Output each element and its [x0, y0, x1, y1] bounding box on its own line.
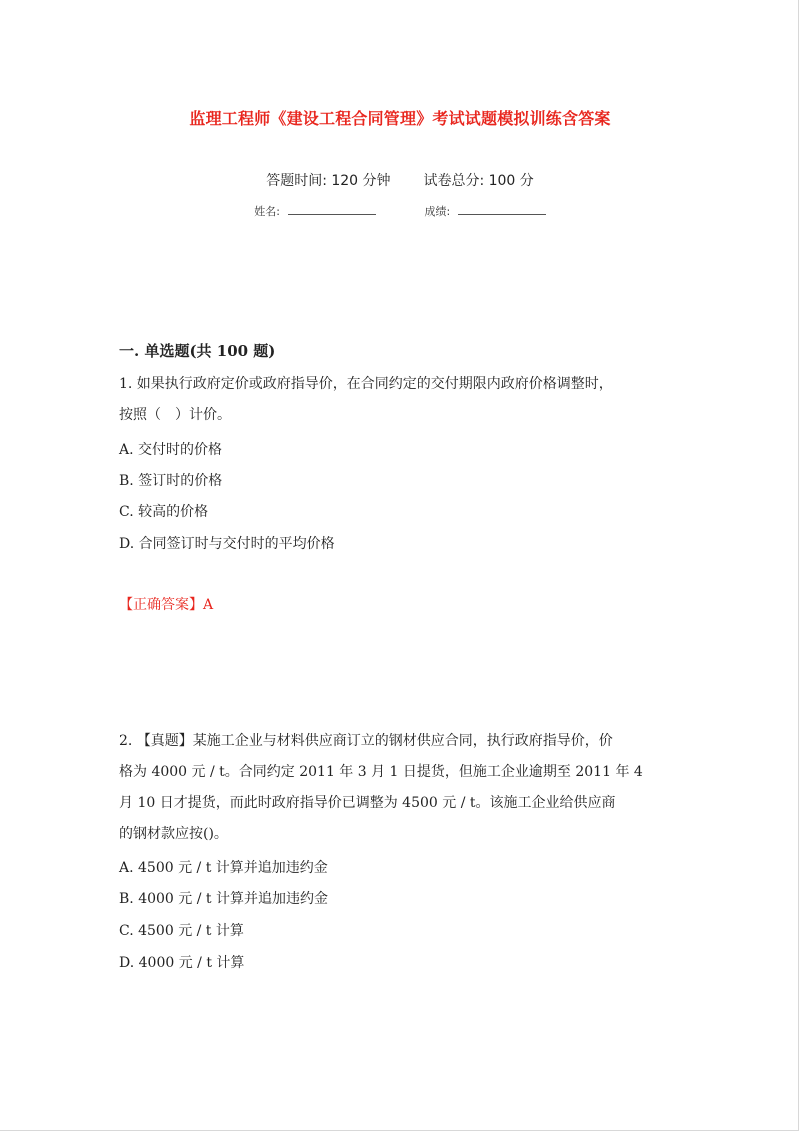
- exam-time: 答题时间: 120 分钟: [266, 173, 391, 189]
- name-label: 姓名:: [254, 205, 280, 218]
- name-blank[interactable]: [288, 204, 376, 215]
- question-1-text: [119, 369, 689, 431]
- question-1-answer: 【正确答案】A: [119, 597, 214, 613]
- exam-meta: [0, 170, 800, 190]
- question-line: 的钢材款应按()。: [119, 826, 228, 842]
- question-2-option-c: C. 4500 元 / t 计算: [119, 923, 244, 939]
- score-label: 成绩:: [424, 205, 451, 218]
- question-line: 格为 4000 元 / t。合同约定 2011 年 3 月 1 日提货，但施工企业逾期至 2011 年 4: [119, 764, 643, 780]
- question-2-text: [119, 726, 689, 850]
- question-1-option-d: D. 合同签订时与交付时的平均价格: [119, 536, 335, 552]
- question-line: 2. 【真题】某施工企业与材料供应商订立的钢材供应合同，执行政府指导价，价: [119, 733, 613, 749]
- question-line: 按照（ ）计价。: [119, 407, 231, 423]
- question-line: 1. 如果执行政府定价或政府指导价，在合同约定的交付期限内政府价格调整时，: [119, 376, 613, 392]
- document-title: 监理工程师《建设工程合同管理》考试试题模拟训练含答案: [189, 109, 611, 128]
- question-1-option-b: B. 签订时的价格: [119, 473, 223, 489]
- score-blank[interactable]: [458, 204, 546, 215]
- name-score-line: [0, 203, 800, 219]
- question-1-option-c: C. 较高的价格: [119, 504, 209, 520]
- exam-total-score: 试卷总分: 100 分: [423, 173, 534, 189]
- question-2-option-d: D. 4000 元 / t 计算: [119, 955, 245, 971]
- section-title: 一. 单选题(共 100 题): [119, 342, 276, 360]
- question-line: 月 10 日才提货，而此时政府指导价已调整为 4500 元 / t。该施工企业给供应商: [119, 795, 616, 811]
- question-2-option-a: A. 4500 元 / t 计算并追加违约金: [119, 860, 328, 876]
- question-1-option-a: A. 交付时的价格: [119, 442, 223, 458]
- question-2-option-b: B. 4000 元 / t 计算并追加违约金: [119, 891, 328, 907]
